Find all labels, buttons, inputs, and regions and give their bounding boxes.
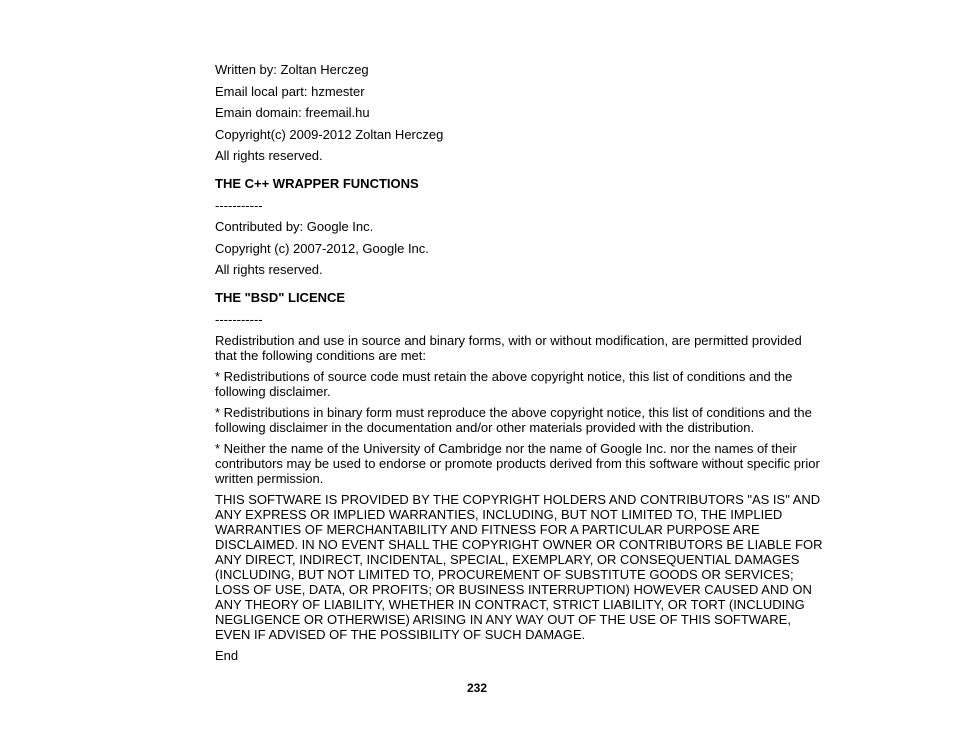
bsd-condition-binary: * Redistributions in binary form must reproduce the above copyright notice, this list of conditions and the following disclaimer in the documentation and/or other materials provided with the distribution. [215, 405, 812, 435]
document-body [215, 62, 825, 670]
end-marker: End [215, 648, 239, 663]
cpp-rights-line: All rights reserved. [215, 262, 323, 277]
email-local-line: Email local part: hzmester [215, 83, 365, 99]
cpp-contributor-line: Contributed by: Google Inc. [215, 219, 374, 234]
cpp-copyright-line: Copyright (c) 2007-2012, Google Inc. [215, 240, 429, 256]
bsd-condition-source: * Redistributions of source code must retain the above copyright notice, this list of conditions and the following disclaimer. [215, 369, 793, 399]
bsd-section-separator: ----------- [215, 311, 263, 327]
bsd-intro-paragraph: Redistribution and use in source and binary forms, with or without modification, are permitted provided that the following conditions are met: [215, 333, 802, 363]
author-line: Written by: Zoltan Herczeg [215, 62, 369, 77]
cpp-section-heading: THE C++ WRAPPER FUNCTIONS [215, 176, 419, 191]
email-domain-line: Emain domain: freemail.hu [215, 105, 370, 120]
page-number: 232 [466, 681, 488, 695]
rights-line: All rights reserved. [215, 148, 323, 163]
bsd-disclaimer-paragraph: THIS SOFTWARE IS PROVIDED BY THE COPYRIGHT HOLDERS AND CONTRIBUTORS "AS IS" AND ANY EXPRESS OR IMPLIED WARRANTIES, INCLUDING, BUT NOT LIMITED TO, THE IMPLIED WARRANTIES OF MERCHANTABILITY AND FITNESS FOR A PARTICULAR PURPOSE ARE DISCLAIMED. IN NO EVENT SHALL THE COPYRIGHT OWNER OR CONTRIBUTORS BE LIABLE FOR ANY DIRECT, INDIRECT, INCIDENTAL, SPECIAL, EXEMPLARY, OR CONSEQUENTIAL DAMAGES (INCLUDING, BUT NOT LIMITED TO, PROCUREMENT OF SUBSTITUTE GOODS OR SERVICES; LOSS OF USE, DATA, OR PROFITS; OR BUSINESS INTERRUPTION) HOWEVER CAUSED AND ON ANY THEORY OF LIABILITY, WHETHER IN CONTRACT, STRICT LIABILITY, OR TORT (INCLUDING NEGLIGENCE OR OTHERWISE) ARISING IN ANY WAY OUT OF THE USE OF THIS SOFTWARE, EVEN IF ADVISED OF THE POSSIBILITY OF SUCH DAMAGE. [215, 492, 823, 642]
copyright-line: Copyright(c) 2009-2012 Zoltan Herczeg [215, 126, 444, 142]
cpp-section-separator: ----------- [215, 197, 263, 213]
bsd-condition-endorse: * Neither the name of the University of Cambridge nor the name of Google Inc. nor the names of their contributors may be used to endorse or promote products derived from this software without specific prior written permission. [215, 441, 820, 486]
bsd-section-heading: THE "BSD" LICENCE [215, 290, 346, 305]
